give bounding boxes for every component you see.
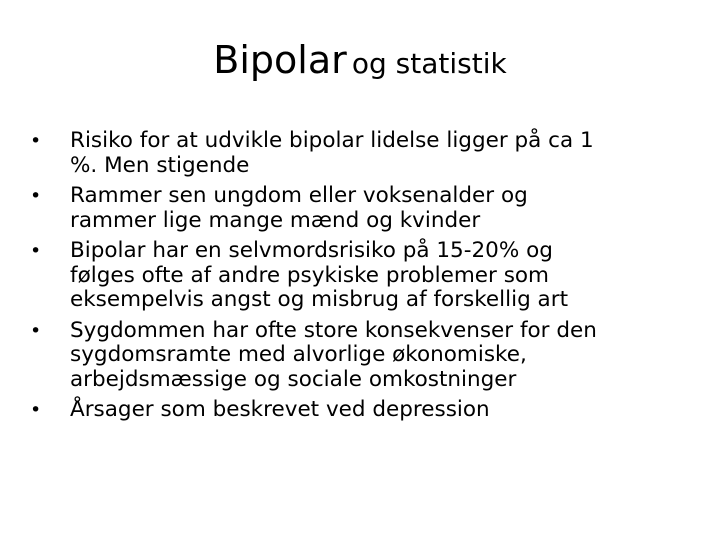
bullet-item: [30, 184, 690, 233]
bullet-line: Årsager som beskrevet ved depression: [70, 397, 490, 422]
bullet-line: Sygdommen har ofte store konsekvenser for den: [70, 317, 597, 343]
bullet-item: [30, 129, 690, 178]
bullet-line: rammer lige mange mænd og kvinder: [70, 207, 481, 233]
bullet-icon: •: [30, 399, 42, 421]
bullet-line: Rammer sen ungdom eller voksenalder og: [70, 183, 528, 208]
bullet-icon: •: [30, 319, 42, 342]
slide-title: [0, 38, 720, 84]
bullet-icon: •: [30, 240, 42, 262]
bullet-list: [30, 129, 690, 429]
title-sub: og statistik: [351, 47, 507, 80]
bullet-line: Risiko for at udvikle bipolar lidelse ligger på ca 1: [70, 128, 594, 153]
bullet-line: arbejdsmæssige og sociale omkostninger: [70, 366, 517, 392]
bullet-line: sygdomsramte med alvorlige økonomiske,: [70, 342, 527, 367]
bullet-item: [30, 319, 690, 393]
bullet-item: [30, 239, 690, 313]
bullet-icon: •: [30, 185, 42, 207]
bullet-line: %. Men stigende: [70, 152, 250, 178]
bullet-item: [30, 398, 690, 423]
bullet-line: eksempelvis angst og misbrug af forskellig art: [70, 287, 568, 312]
bullet-line: Bipolar har en selvmordsrisiko på 15-20% og: [70, 238, 553, 263]
bullet-line: følges ofte af andre psykiske problemer som: [70, 262, 550, 288]
bullet-icon: •: [30, 130, 42, 152]
title-main: Bipolar: [213, 38, 347, 82]
